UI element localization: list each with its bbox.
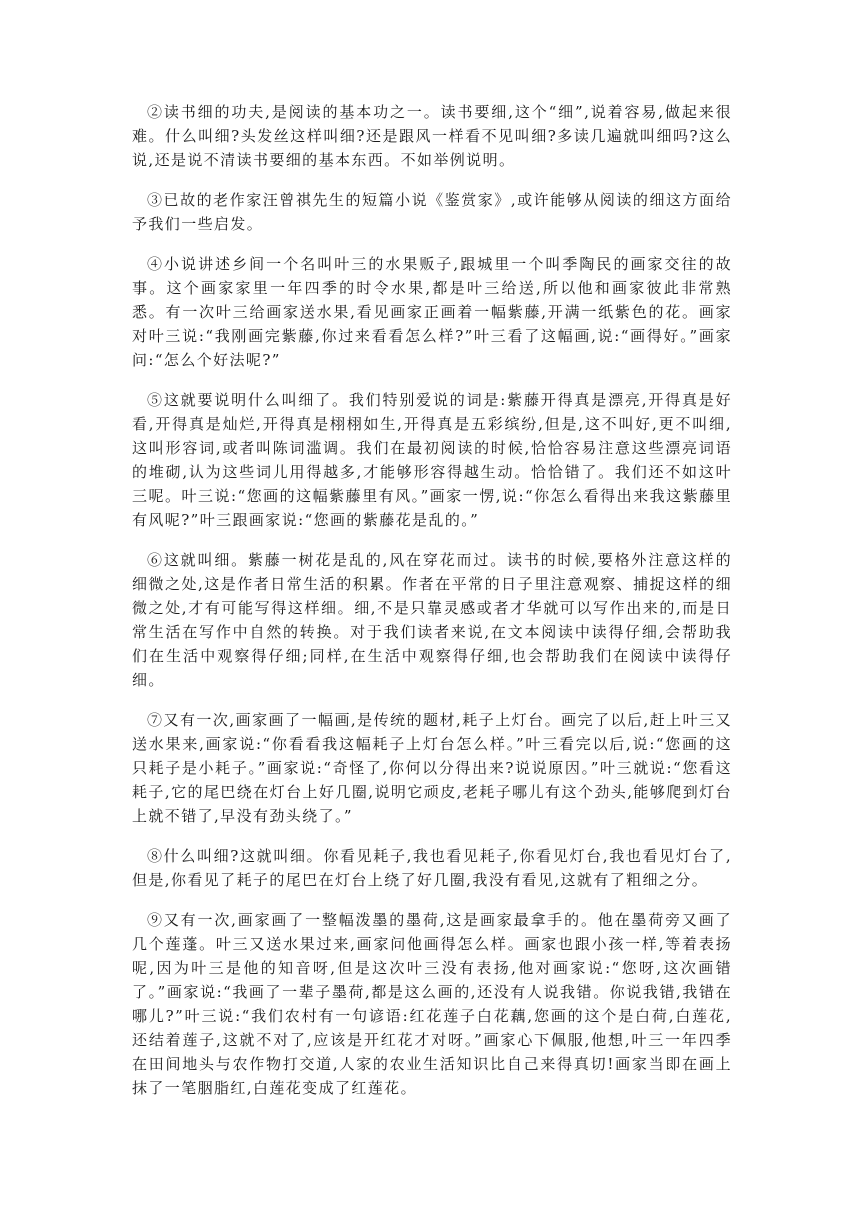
paragraph-9: ⑨又有一次,画家画了一整幅泼墨的墨荷,这是画家最拿手的。他在墨荷旁又画了几个莲蓬。叶三又送水果过来,画家问他画得怎么样。画家也跟小孩一样,等着表扬呢,因为叶三是他的知音呀,但是这次叶三没有表扬,他对画家说:“您呀,这次画错了。”画家说:“我画了一辈子墨荷,都是这么画的,还没有人说我错。你说我错,我错在哪儿?”叶三说:“我们农村有一句谚语:红花莲子白花藕,您画的这个是白荷,白莲花,还结着莲子,这就不对了,应该是开红花才对呀。”画家心下佩服,他想,叶三一年四季在田间地头与农作物打交道,人家的农业生活知识比自己来得真切!画家当即在画上抹了一笔胭脂红,白莲花变成了红莲花。 <box>132 911 732 1097</box>
paragraph-5: ⑤这就要说明什么叫细了。我们特别爱说的词是:紫藤开得真是漂亮,开得真是好看,开得真是灿烂,开得真是栩栩如生,开得真是五彩缤纷,但是,这不叫好,更不叫细,这叫形容词,或者叫陈词滥调。我们在最初阅读的时候,恰恰容易注意这些漂亮词语的堆砌,认为这些词儿用得越多,才能够形容得越生动。恰恰错了。我们还不如这叶三呢。叶三说:“您画的这幅紫藤里有风。”画家一愣,说:“你怎么看得出来我这紫藤里有风呢?”叶三跟画家说:“您画的紫藤花是乱的。” <box>132 391 732 529</box>
paragraph-7: ⑦又有一次,画家画了一幅画,是传统的题材,耗子上灯台。画完了以后,赶上叶三又送水果来,画家说:“你看看我这幅耗子上灯台怎么样。”叶三看完以后,说:“您画的这只耗子是小耗子。”画家说:“奇怪了,你何以分得出来?说说原因。”叶三就说:“您看这耗子,它的尾巴绕在灯台上好几圈,说明它顽皮,老耗子哪儿有这个劲头,能够爬到灯台上就不错了,早没有劲头绕了。” <box>132 711 732 825</box>
paragraph-3: ③已故的老作家汪曾祺先生的短篇小说《鉴赏家》,或许能够从阅读的细这方面给予我们一些启发。 <box>132 191 732 233</box>
paragraph-2: ②读书细的功夫,是阅读的基本功之一。读书要细,这个“细”,说着容易,做起来很难。什么叫细?头发丝这样叫细?还是跟风一样看不见叫细?多读几遍就叫细吗?这么说,还是说不清读书要细的基本东西。不如举例说明。 <box>132 103 732 169</box>
paragraph-8: ⑧什么叫细?这就叫细。你看见耗子,我也看见耗子,你看见灯台,我也看见灯台了,但是,你看见了耗子的尾巴在灯台上绕了好几圈,我没有看见,这就有了粗细之分。 <box>132 847 732 889</box>
paragraph-6: ⑥这就叫细。紫藤一树花是乱的,风在穿花而过。读书的时候,要格外注意这样的细微之处,这是作者日常生活的积累。作者在平常的日子里注意观察、捕捉这样的细微之处,才有可能写得这样细。细,不是只靠灵感或者才华就可以写作出来的,而是日常生活在写作中自然的转换。对于我们读者来说,在文本阅读中读得仔细,会帮助我们在生活中观察得仔细;同样,在生活中观察得仔细,也会帮助我们在阅读中读得仔细。 <box>132 551 732 689</box>
article-body <box>132 100 732 1116</box>
paragraph-4: ④小说讲述乡间一个名叫叶三的水果贩子,跟城里一个叫季陶民的画家交往的故事。这个画家家里一年四季的时令水果,都是叶三给送,所以他和画家彼此非常熟悉。有一次叶三给画家送水果,看见画家正画着一幅紫藤,开满一纸紫色的花。画家对叶三说:“我刚画完紫藤,你过来看看怎么样?”叶三看了这幅画,说:“画得好。”画家问:“怎么个好法呢?” <box>132 255 732 369</box>
